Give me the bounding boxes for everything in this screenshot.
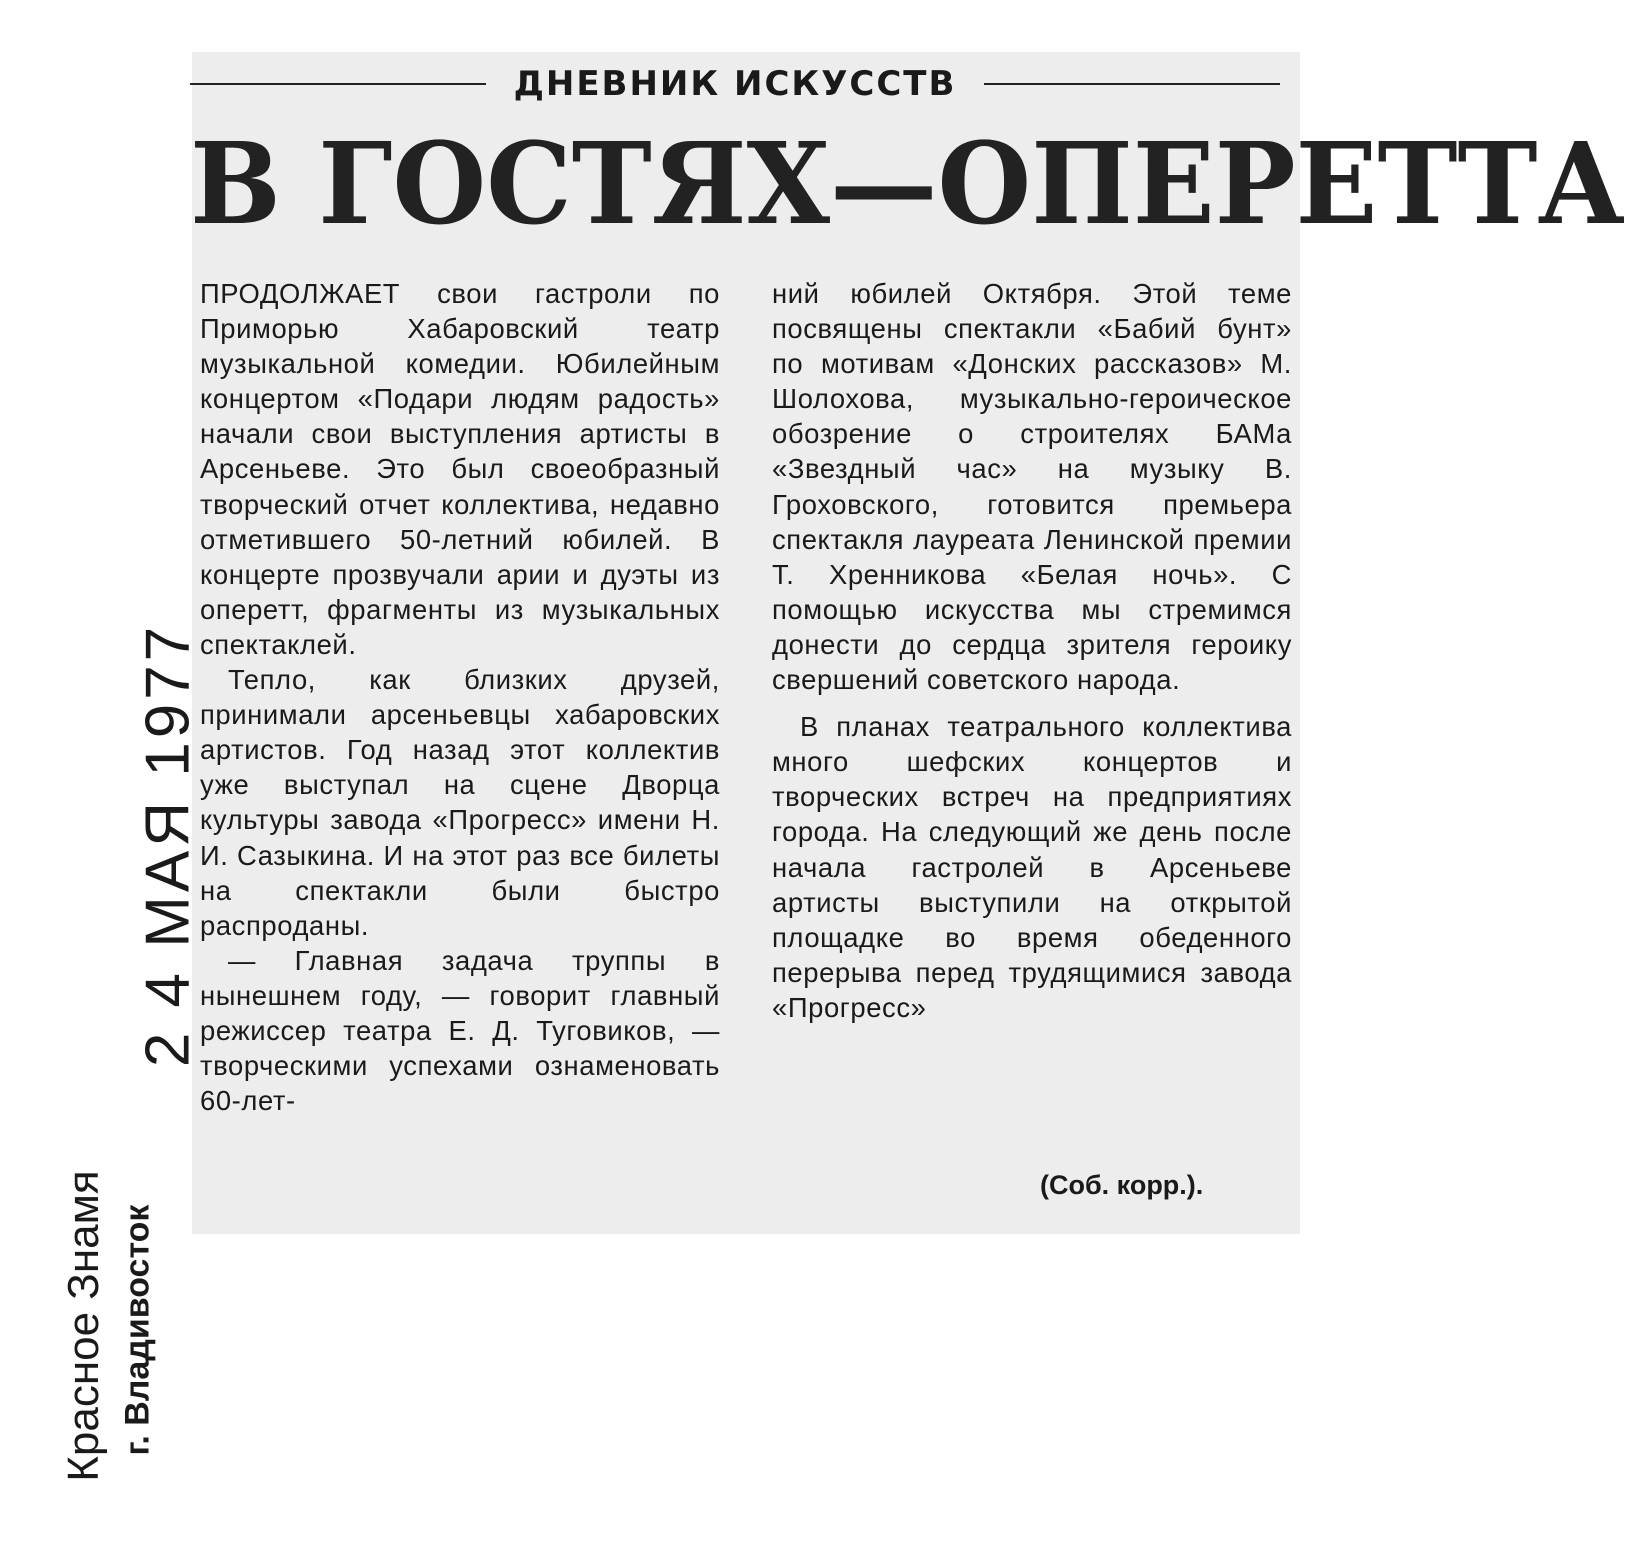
rubric-header <box>190 62 1280 106</box>
newspaper-stamp <box>58 1126 110 1526</box>
paragraph: В планах театрального коллектива много шефских концертов и творческих встреч на предприятиях города. На следующий же день после начала гастролей в Арсеньеве артисты выступили на открытой площадке во время обеденного перерыва перед трудящимися завода «Прогресс» <box>772 711 1292 1023</box>
article-headline: В ГОСТЯХ—ОПЕРЕТТА <box>190 119 1625 250</box>
newspaper-stamp-text: Красное Знамя <box>59 1170 108 1482</box>
byline-signature: (Соб. корр.). <box>1040 1170 1204 1200</box>
article-column-1 <box>200 276 720 1118</box>
city-stamp <box>116 1150 160 1510</box>
rubric-label: ДНЕВНИК ИСКУССТВ <box>513 64 957 104</box>
paragraph: Тепло, как близких друзей, принимали арсеньевцы хабаровских артистов. Год назад этот коллектив уже выступал на сцене Дворца культуры завода «Прогресс» имени Н. И. Сазыкина. И на этот раз все билеты на спектакли были быстро распроданы. <box>200 664 720 941</box>
city-stamp-text: г. Владивосток <box>118 1204 157 1456</box>
paragraph: — Главная задача труппы в нынешнем году, — говорит главный режиссер театра Е. Д. Туговиков, — творческими успехами ознаменовать 60-лет- <box>200 944 720 1117</box>
paragraph: ПРОДОЛЖАЕТ свои гастроли по Приморью Хабаровский театр музыкальной комедии. Юбилейным концертом «Подари людям радость» начали свои выступления артисты в Арсеньеве. Это был своеобразный творческий отчет коллектива, недавно отметившего 50-летний юбилей. В концерте прозвучали арии и дуэты из оперетт, фрагменты из музыкальных спектаклей. <box>200 278 720 660</box>
date-stamp-text: 2 4 МАЯ 1977 <box>133 622 203 1068</box>
paragraph: ний юбилей Октября. Этой теме посвящены спектакли «Бабий бунт» по мотивам «Донских рассказов» М. Шолохова, музыкально-героическое обозрение о строителях БАМа «Звездный час» на музыку В. Гроховского, готовится премьера спектакля лауреата Ленинской премии Т. Хренникова «Белая ночь». С помощью искусства мы стремимся донести до сердца зрителя героику свершений советского народа. <box>772 278 1292 696</box>
rubric-rule-right <box>984 83 1280 85</box>
article-column-2 <box>772 276 1292 1025</box>
rubric-rule-left <box>190 83 486 85</box>
date-stamp <box>133 622 203 1068</box>
